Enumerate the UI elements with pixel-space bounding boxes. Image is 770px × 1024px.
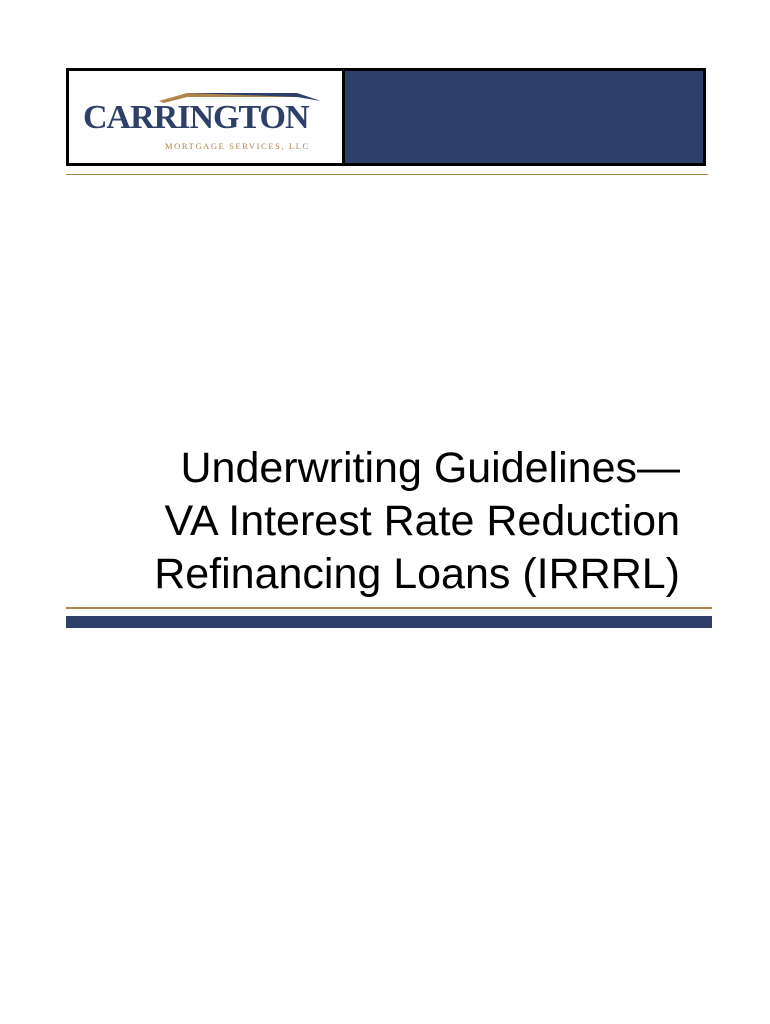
document-title: [60, 442, 680, 601]
company-logo: [69, 71, 345, 163]
title-line-1: Underwriting Guidelines—: [180, 444, 680, 492]
top-divider: [66, 174, 708, 175]
title-line-3: Refinancing Loans (IRRRL): [154, 550, 680, 598]
logo-tagline: MORTGAGE SERVICES, LLC: [165, 141, 310, 151]
logo-wordmark: CARRINGTON: [83, 99, 309, 136]
title-underline-bar: [66, 616, 712, 628]
title-line-2: VA Interest Rate Reduction: [164, 497, 680, 545]
header-color-block: [345, 71, 703, 163]
title-underline-gold: [66, 607, 712, 609]
header-banner: [66, 68, 706, 166]
